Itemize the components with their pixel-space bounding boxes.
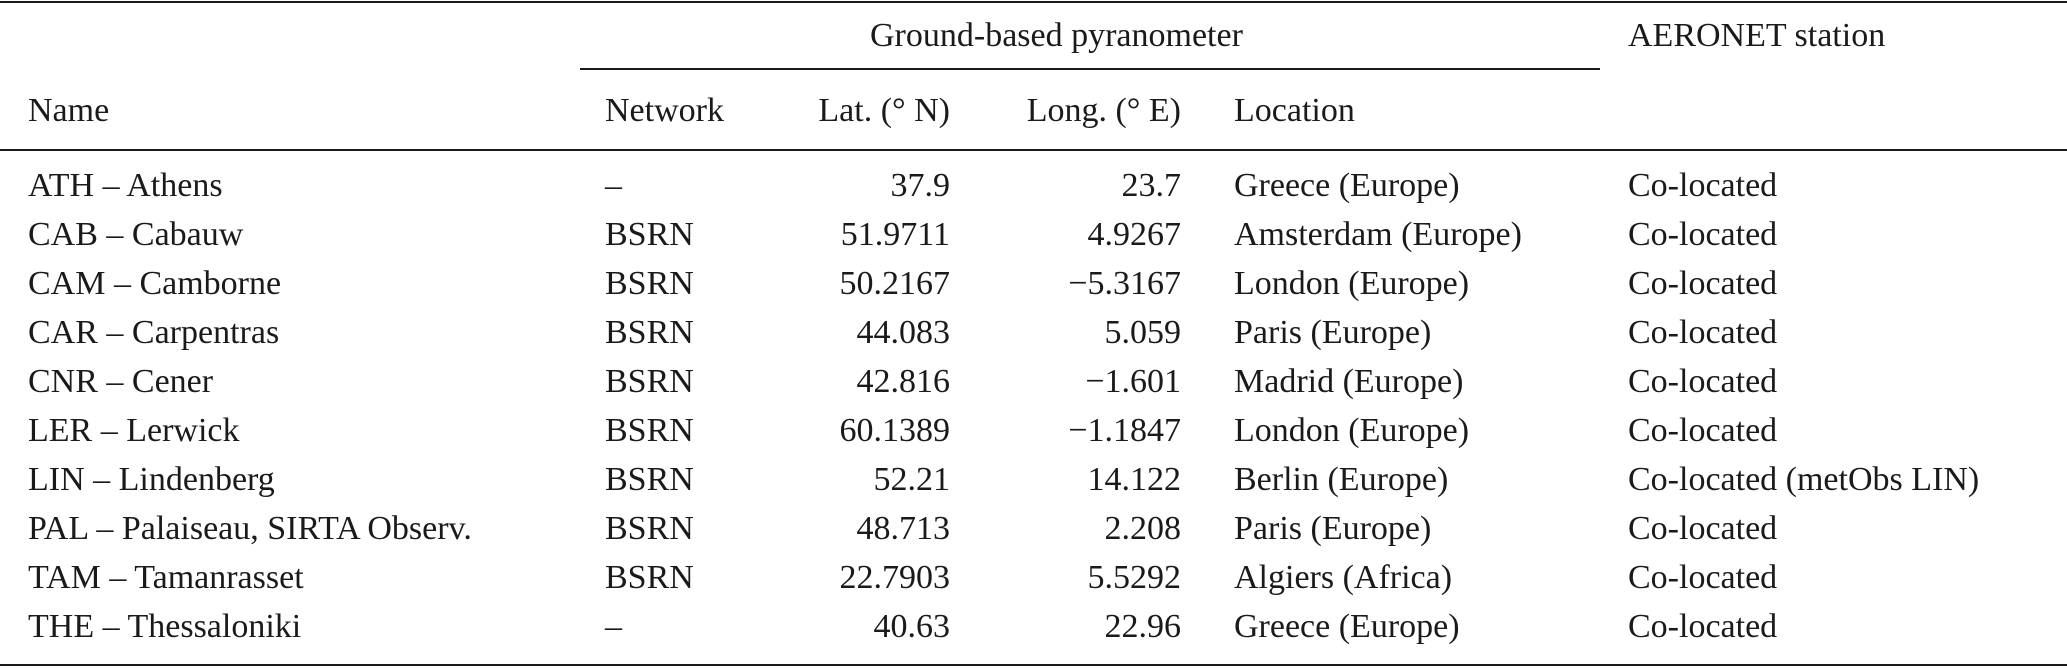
cell-network: BSRN <box>605 216 694 253</box>
table-row <box>0 215 2067 264</box>
table-row <box>0 362 2067 411</box>
cell-name: LER – Lerwick <box>28 412 240 449</box>
cell-location: Paris (Europe) <box>1234 314 1432 351</box>
cell-aeronet: Co-located <box>1628 608 1778 645</box>
cell-name: CAR – Carpentras <box>28 314 280 351</box>
table-row <box>0 264 2067 313</box>
cell-lat: 60.1389 <box>839 412 950 449</box>
cell-lat: 42.816 <box>856 363 950 400</box>
table-row <box>0 509 2067 558</box>
header-name: Name <box>28 92 110 129</box>
cell-location: Algiers (Africa) <box>1234 559 1453 596</box>
cell-aeronet: Co-located <box>1628 314 1778 351</box>
cell-lat: 22.7903 <box>839 559 950 596</box>
cell-location: Paris (Europe) <box>1234 510 1432 547</box>
header-lat: Lat. (° N) <box>818 92 950 129</box>
cell-location: London (Europe) <box>1234 265 1470 302</box>
cell-network: – <box>605 608 622 645</box>
cell-long: −5.3167 <box>1068 265 1181 302</box>
header-bottom-rule <box>0 149 2067 151</box>
cell-aeronet: Co-located <box>1628 363 1778 400</box>
cell-long: 5.059 <box>1104 314 1181 351</box>
cell-network: BSRN <box>605 265 694 302</box>
cell-name: PAL – Palaiseau, SIRTA Observ. <box>28 510 472 547</box>
table-row <box>0 313 2067 362</box>
cell-network: BSRN <box>605 412 694 449</box>
header-group-pyranometer: Ground-based pyranometer <box>870 17 1243 54</box>
table-top-rule <box>0 1 2067 3</box>
header-group-rule <box>580 68 1600 70</box>
cell-location: Madrid (Europe) <box>1234 363 1464 400</box>
cell-lat: 51.9711 <box>840 216 950 253</box>
cell-long: 14.122 <box>1087 461 1181 498</box>
cell-location: Greece (Europe) <box>1234 167 1460 204</box>
header-long: Long. (° E) <box>1026 92 1181 129</box>
cell-lat: 50.2167 <box>839 265 950 302</box>
table-row <box>0 166 2067 215</box>
cell-long: 2.208 <box>1104 510 1181 547</box>
cell-lat: 48.713 <box>856 510 950 547</box>
cell-aeronet: Co-located (metObs LIN) <box>1628 461 1980 498</box>
cell-name: LIN – Lindenberg <box>28 461 275 498</box>
table-row <box>0 411 2067 460</box>
cell-aeronet: Co-located <box>1628 412 1778 449</box>
table-bottom-rule <box>0 664 2067 666</box>
cell-network: BSRN <box>605 314 694 351</box>
cell-aeronet: Co-located <box>1628 265 1778 302</box>
cell-long: 23.7 <box>1121 167 1181 204</box>
cell-network: BSRN <box>605 461 694 498</box>
cell-name: CNR – Cener <box>28 363 214 400</box>
cell-name: CAM – Camborne <box>28 265 282 302</box>
table-row <box>0 558 2067 607</box>
cell-lat: 44.083 <box>856 314 950 351</box>
table-row <box>0 607 2067 656</box>
cell-lat: 40.63 <box>873 608 950 645</box>
cell-long: −1.601 <box>1085 363 1181 400</box>
cell-long: −1.1847 <box>1068 412 1181 449</box>
cell-long: 22.96 <box>1104 608 1181 645</box>
cell-location: London (Europe) <box>1234 412 1470 449</box>
header-network: Network <box>605 92 724 129</box>
cell-location: Berlin (Europe) <box>1234 461 1449 498</box>
cell-long: 5.5292 <box>1087 559 1181 596</box>
cell-name: THE – Thessaloniki <box>28 608 302 645</box>
cell-long: 4.9267 <box>1087 216 1181 253</box>
table-row <box>0 460 2067 509</box>
cell-network: BSRN <box>605 363 694 400</box>
cell-name: CAB – Cabauw <box>28 216 244 253</box>
cell-lat: 37.9 <box>890 167 950 204</box>
header-location: Location <box>1234 92 1355 129</box>
cell-name: TAM – Tamanrasset <box>28 559 304 596</box>
cell-lat: 52.21 <box>873 461 950 498</box>
cell-location: Amsterdam (Europe) <box>1234 216 1522 253</box>
cell-aeronet: Co-located <box>1628 167 1778 204</box>
cell-location: Greece (Europe) <box>1234 608 1460 645</box>
cell-name: ATH – Athens <box>28 167 223 204</box>
cell-network: – <box>605 167 622 204</box>
cell-aeronet: Co-located <box>1628 216 1778 253</box>
cell-aeronet: Co-located <box>1628 559 1778 596</box>
cell-network: BSRN <box>605 559 694 596</box>
header-aeronet-station: AERONET station <box>1628 17 1886 54</box>
table-body <box>0 166 2067 656</box>
cell-aeronet: Co-located <box>1628 510 1778 547</box>
cell-network: BSRN <box>605 510 694 547</box>
